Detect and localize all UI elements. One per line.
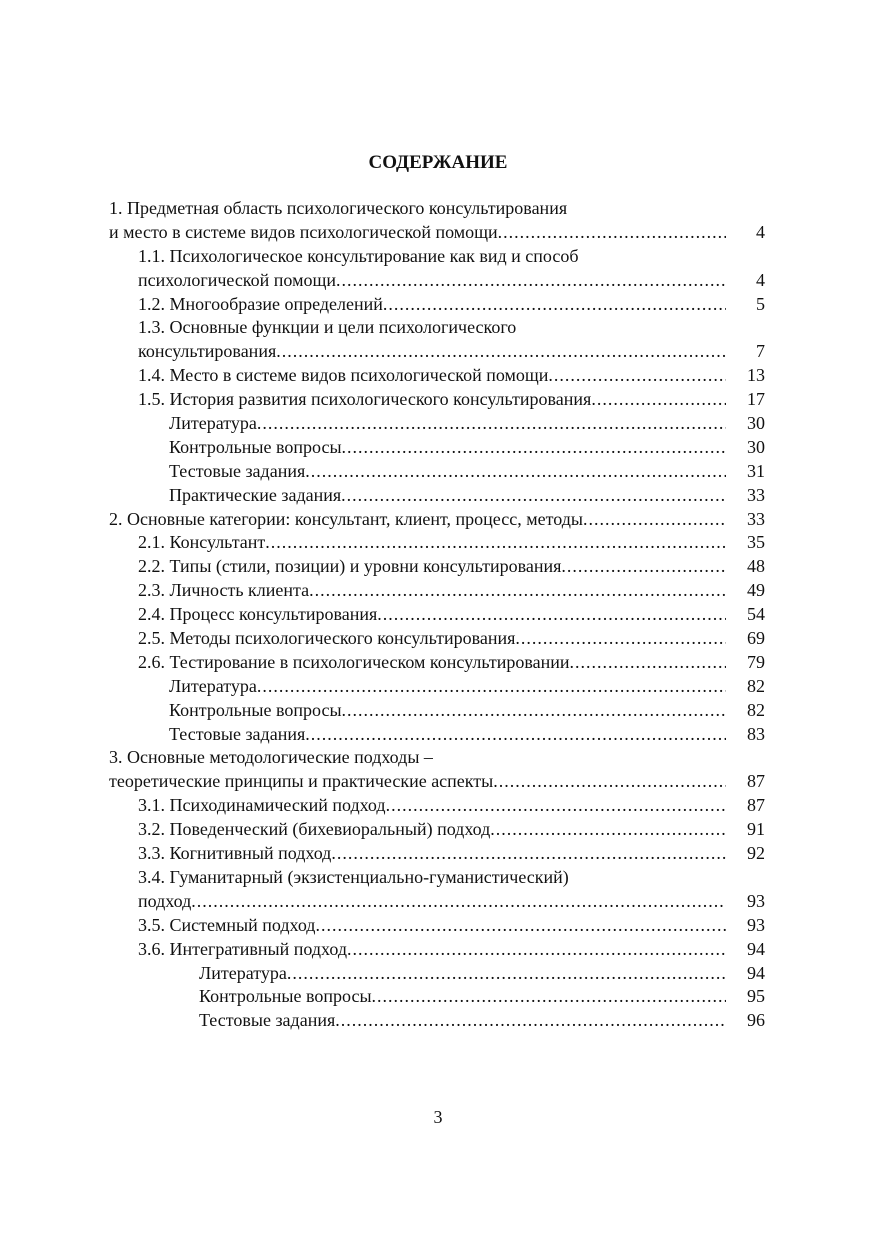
toc-dot-leader — [383, 293, 726, 317]
toc-entry — [109, 699, 769, 723]
toc-leader-row — [169, 412, 726, 436]
toc-dot-leader — [276, 340, 726, 364]
toc-entry — [109, 316, 769, 364]
toc-entry-line — [169, 412, 769, 436]
toc-page-number: 87 — [747, 795, 765, 816]
toc-entry-title: 3.3. Когнитивный подход — [138, 843, 332, 864]
toc-page-number: 33 — [747, 508, 765, 529]
toc-leader-row — [199, 962, 726, 986]
toc-entry-title: Тестовые задания — [199, 1010, 336, 1031]
toc-entry-line — [138, 269, 769, 293]
toc-entry-line — [199, 1009, 769, 1033]
toc-entry-line — [109, 746, 769, 770]
toc-leader-row — [138, 651, 726, 675]
toc-entry-line — [138, 316, 769, 340]
toc-leader-row — [138, 627, 726, 651]
toc-leader-row — [109, 221, 726, 245]
toc-dot-leader — [347, 938, 726, 962]
toc-dot-leader — [265, 531, 726, 555]
toc-entry — [109, 723, 769, 747]
toc-entry — [109, 245, 769, 293]
toc-page-number: 94 — [747, 938, 765, 959]
toc-page-number: 92 — [747, 843, 765, 864]
toc-entry — [109, 746, 769, 794]
toc-entry-title: Литература — [169, 413, 257, 434]
toc-entry-title: 1. Предметная область психологического консультирования — [109, 198, 568, 218]
toc-dot-leader — [257, 675, 726, 699]
toc-dot-leader — [305, 460, 726, 484]
toc-leader-row — [138, 938, 726, 962]
toc-entry-title: 3.6. Интегративный подход — [138, 938, 347, 959]
toc-dot-leader — [515, 627, 726, 651]
toc-entry-line — [109, 197, 769, 221]
toc-dot-leader — [257, 412, 726, 436]
toc-entry-line — [138, 651, 769, 675]
toc-entry-title: 3.1. Психодинамический подход — [138, 795, 386, 816]
toc-dot-leader — [336, 269, 726, 293]
toc-entry-title: Тестовые задания — [169, 723, 306, 744]
toc-entry-line — [138, 627, 769, 651]
toc-page-number: 48 — [747, 556, 765, 577]
toc-entry-title: Практические задания — [169, 484, 342, 505]
toc-entry — [109, 1009, 769, 1033]
toc-page-number: 4 — [756, 269, 765, 290]
toc-entry-title: 3.4. Гуманитарный (экзистенциально-гуманистический) — [138, 866, 569, 887]
toc-entry — [109, 794, 769, 818]
toc-entry-title: подход — [138, 890, 192, 911]
toc-entry-title: 1.5. История развития психологического консультирования — [138, 389, 592, 410]
toc-entry — [109, 651, 769, 675]
toc-entry-title: 2.4. Процесс консультирования — [138, 604, 378, 625]
toc-entry — [109, 866, 769, 914]
toc-entry — [109, 603, 769, 627]
toc-entry — [109, 436, 769, 460]
toc-entry-title: и место в системе видов психологической помощи — [109, 221, 498, 242]
toc-entry-line — [138, 340, 769, 364]
toc-leader-row — [138, 555, 726, 579]
toc-entry — [109, 531, 769, 555]
toc-entry-title: 1.2. Многообразие определений — [138, 293, 383, 314]
toc-page-number: 54 — [747, 604, 765, 625]
toc-entry-line — [109, 770, 769, 794]
toc-entry-line — [169, 699, 769, 723]
toc-entry-title: 2.2. Типы (стили, позиции) и уровни консультирования — [138, 556, 562, 577]
toc-entry — [109, 197, 769, 245]
toc-page-number: 33 — [747, 484, 765, 505]
toc-entry-line — [138, 866, 769, 890]
toc-page-number: 82 — [747, 675, 765, 696]
toc-entry — [109, 818, 769, 842]
toc-page-number: 94 — [747, 962, 765, 983]
toc-entry — [109, 675, 769, 699]
toc-dot-leader — [372, 985, 726, 1009]
toc-leader-row — [138, 890, 726, 914]
toc-page-number: 82 — [747, 699, 765, 720]
toc-leader-row — [138, 842, 726, 866]
toc-dot-leader — [591, 388, 726, 412]
toc-page-number: 69 — [747, 628, 765, 649]
toc-entry-title: Тестовые задания — [169, 460, 306, 481]
toc-entry-line — [138, 818, 769, 842]
toc-entry-title: 1.3. Основные функции и цели психологического — [138, 317, 517, 338]
toc-entry-title: 2.3. Личность клиента — [138, 580, 310, 601]
toc-leader-row — [138, 340, 726, 364]
toc-dot-leader — [315, 914, 726, 938]
toc-entry-line — [138, 364, 769, 388]
toc-dot-leader — [377, 603, 726, 627]
toc-leader-row — [169, 484, 726, 508]
toc-entry — [109, 627, 769, 651]
toc-page-number: 13 — [747, 365, 765, 386]
toc-leader-row — [169, 460, 726, 484]
toc-leader-row — [169, 436, 726, 460]
toc-entry-title: 2.1. Консультант — [138, 532, 266, 553]
toc-entry — [109, 388, 769, 412]
toc-leader-row — [138, 364, 726, 388]
toc-entry-line — [138, 293, 769, 317]
toc-dot-leader — [493, 770, 726, 794]
toc-entry — [109, 508, 769, 532]
toc-page-number: 35 — [747, 532, 765, 553]
toc-entry-line — [199, 985, 769, 1009]
toc-entry-title: психологической помощи — [138, 269, 336, 290]
toc-leader-row — [138, 388, 726, 412]
toc-page-number: 7 — [756, 341, 765, 362]
toc-leader-row — [138, 579, 726, 603]
toc-entry — [109, 484, 769, 508]
toc-entry — [109, 555, 769, 579]
toc-entry-title: Контрольные вопросы — [169, 699, 342, 720]
toc-page-number: 17 — [747, 389, 765, 410]
toc-dot-leader — [342, 436, 726, 460]
toc-entry-line — [138, 579, 769, 603]
toc-leader-row — [138, 293, 726, 317]
toc-dot-leader — [309, 579, 726, 603]
toc-entry-title: теоретические принципы и практические аспекты — [109, 771, 494, 792]
toc-entry — [109, 938, 769, 962]
toc-page-number: 96 — [747, 1010, 765, 1031]
toc-entry-line — [169, 723, 769, 747]
toc-page-number: 5 — [756, 293, 765, 314]
toc-dot-leader — [305, 723, 726, 747]
toc-entry — [109, 914, 769, 938]
toc-dot-leader — [341, 484, 726, 508]
toc-leader-row — [199, 1009, 726, 1033]
toc-entry — [109, 460, 769, 484]
toc-page-number: 93 — [747, 890, 765, 911]
toc-entry — [109, 842, 769, 866]
toc-page-number: 79 — [747, 651, 765, 672]
toc-entry-line — [199, 962, 769, 986]
toc-entry-line — [138, 531, 769, 555]
toc-entry — [109, 985, 769, 1009]
toc-page-number: 93 — [747, 914, 765, 935]
toc-entry-title: консультирования — [138, 341, 277, 362]
toc-dot-leader — [561, 555, 726, 579]
toc-dot-leader — [331, 842, 726, 866]
toc-entry-line — [138, 938, 769, 962]
toc-entry — [109, 364, 769, 388]
toc-entry-title: 3.2. Поведенческий (бихевиоральный) подход — [138, 819, 491, 840]
toc-entry — [109, 579, 769, 603]
toc-page-number: 83 — [747, 723, 765, 744]
toc-page-number: 30 — [747, 436, 765, 457]
toc-entry-title: Контрольные вопросы — [199, 986, 372, 1007]
toc-entry-title: Литература — [169, 675, 257, 696]
toc-entry-line — [109, 221, 769, 245]
toc-entry-title: 1.1. Психологическое консультирование как вид и способ — [138, 245, 579, 266]
toc-leader-row — [138, 603, 726, 627]
toc-page-number: 31 — [747, 460, 765, 481]
toc-leader-row — [138, 269, 726, 293]
toc-entry-title: Контрольные вопросы — [169, 436, 342, 457]
toc-dot-leader — [548, 364, 726, 388]
toc-entry-line — [138, 842, 769, 866]
toc-entry-title: 1.4. Место в системе видов психологической помощи — [138, 365, 549, 386]
toc-dot-leader — [490, 818, 726, 842]
toc-title: СОДЕРЖАНИЕ — [368, 152, 508, 173]
toc-dot-leader — [583, 508, 726, 532]
toc-page-number: 95 — [747, 986, 765, 1007]
toc-dot-leader — [191, 890, 726, 914]
toc-leader-row — [109, 508, 726, 532]
toc-dot-leader — [335, 1009, 726, 1033]
toc-page-number: 4 — [756, 221, 765, 242]
toc-entry-line — [138, 794, 769, 818]
toc-dot-leader — [342, 699, 726, 723]
toc-entry-title: 3. Основные методологические подходы – — [109, 747, 433, 768]
toc-entry-line — [138, 245, 769, 269]
toc-entry-line — [138, 603, 769, 627]
toc-entry-title: Литература — [199, 962, 287, 983]
toc-entry-line — [169, 460, 769, 484]
toc-leader-row — [109, 770, 726, 794]
toc-entry-title: 2. Основные категории: консультант, клиент, процесс, методы — [109, 508, 583, 529]
toc-entry-line — [169, 675, 769, 699]
toc-entry — [109, 293, 769, 317]
toc-entry-title: 2.6. Тестирование в психологическом консультировании — [138, 651, 570, 672]
toc-entry-line — [138, 555, 769, 579]
toc-entry — [109, 962, 769, 986]
toc-leader-row — [138, 914, 726, 938]
toc-leader-row — [169, 675, 726, 699]
toc-page-number: 30 — [747, 413, 765, 434]
table-of-contents — [109, 197, 769, 1033]
toc-entry-line — [138, 914, 769, 938]
toc-leader-row — [169, 699, 726, 723]
toc-entry-line — [169, 436, 769, 460]
toc-dot-leader — [287, 962, 726, 986]
toc-leader-row — [138, 531, 726, 555]
toc-entry-title: 3.5. Системный подход — [138, 914, 316, 935]
toc-page-number: 49 — [747, 580, 765, 601]
toc-dot-leader — [498, 221, 726, 245]
toc-entry-line — [109, 508, 769, 532]
toc-dot-leader — [386, 794, 726, 818]
toc-leader-row — [138, 818, 726, 842]
toc-entry-line — [169, 484, 769, 508]
toc-dot-leader — [570, 651, 726, 675]
toc-page-number: 91 — [747, 819, 765, 840]
toc-leader-row — [138, 794, 726, 818]
toc-entry — [109, 412, 769, 436]
toc-leader-row — [199, 985, 726, 1009]
toc-leader-row — [169, 723, 726, 747]
page-number: 3 — [433, 1107, 443, 1127]
toc-entry-title: 2.5. Методы психологического консультирования — [138, 628, 516, 649]
toc-entry-line — [138, 890, 769, 914]
toc-page-number: 87 — [747, 771, 765, 792]
toc-entry-line — [138, 388, 769, 412]
